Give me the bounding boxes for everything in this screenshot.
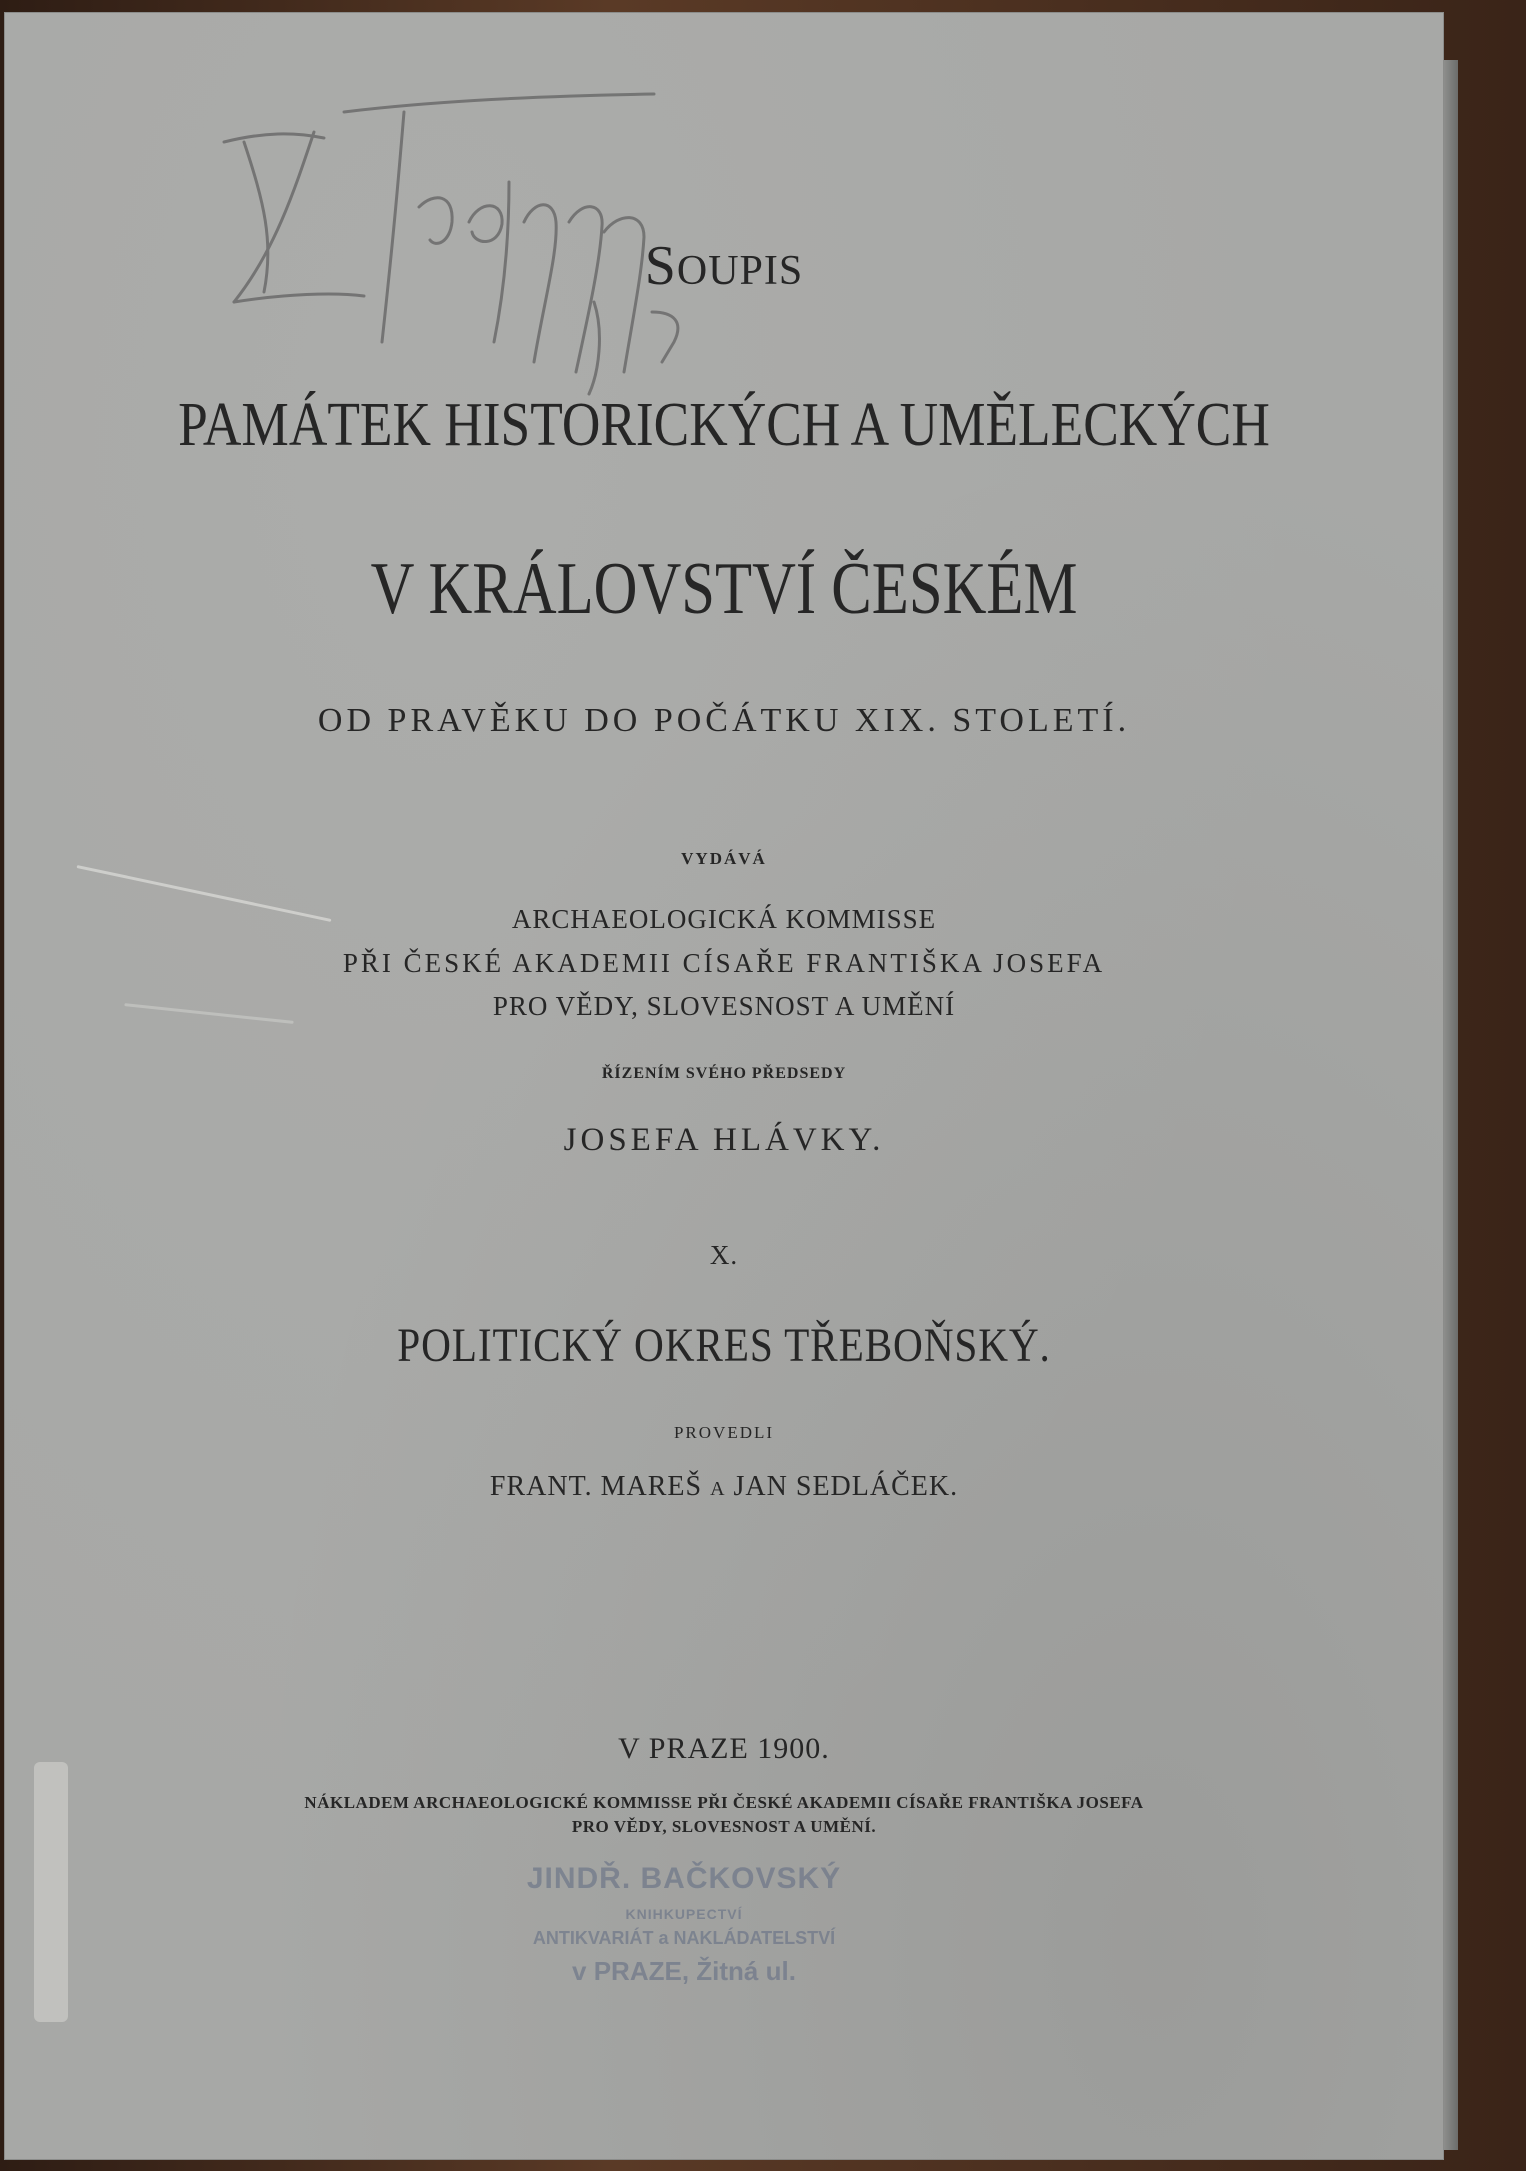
publisher-intro: VYDÁVÁ xyxy=(681,849,767,868)
imprint-line-2: PRO VĚDY, SLOVESNOST A UMĚNÍ. xyxy=(571,1817,877,1836)
authors-intro: PROVEDLI xyxy=(673,1423,775,1442)
series-title-initial: S xyxy=(644,235,677,297)
series-title-rest: OUPIS xyxy=(676,248,804,294)
volume-number: X. xyxy=(709,1240,739,1270)
bookseller-stamp xyxy=(454,1862,914,1992)
author-2: JAN SEDLÁČEK. xyxy=(733,1471,959,1502)
series-title xyxy=(4,234,1444,298)
paper-edge xyxy=(1444,60,1458,2150)
place-year: V PRAZE 1900. xyxy=(618,1732,830,1765)
publisher-line-3: PRO VĚDY, SLOVESNOST A UMĚNÍ xyxy=(492,991,956,1021)
title-line-2: V KRÁLOVSTVÍ ČESKÉM xyxy=(370,548,1078,630)
president-name: JOSEFA HLÁVKY. xyxy=(563,1122,885,1158)
title-line-3: OD PRAVĚKU DO POČÁTKU XIX. STOLETÍ. xyxy=(317,702,1131,739)
author-joiner: A xyxy=(710,1478,726,1500)
direction-intro: ŘÍZENÍM SVÉHO PŘEDSEDY xyxy=(601,1065,847,1082)
imprint-line-1: NÁKLADEM ARCHAEOLOGICKÉ KOMMISSE PŘI ČESKÉ AKADEMII CÍSAŘE FRANTIŠKA JOSEFA xyxy=(304,1793,1144,1812)
authors-line xyxy=(4,1471,1444,1503)
stamp-line-3: ANTIKVARIÁT a NAKLÁDATELSTVÍ xyxy=(532,1928,836,1948)
publisher-line-2: PŘI ČESKÉ AKADEMII CÍSAŘE FRANTIŠKA JOSEFA xyxy=(342,948,1106,978)
title-page xyxy=(4,12,1444,2160)
title-line-1: PAMÁTEK HISTORICKÝCH A UMĚLECKÝCH xyxy=(178,391,1270,459)
stamp-line-4: v PRAZE, Žitná ul. xyxy=(572,1956,796,1986)
stamp-line-1: JINDŘ. BAČKOVSKÝ xyxy=(526,1862,842,1895)
publisher-line-1: ARCHAEOLOGICKÁ KOMMISSE xyxy=(511,904,937,934)
author-1: FRANT. MAREŠ xyxy=(489,1471,703,1502)
district-title: POLITICKÝ OKRES TŘEBOŇSKÝ. xyxy=(397,1319,1051,1372)
stamp-line-2: KNIHKUPECTVÍ xyxy=(625,1906,743,1922)
